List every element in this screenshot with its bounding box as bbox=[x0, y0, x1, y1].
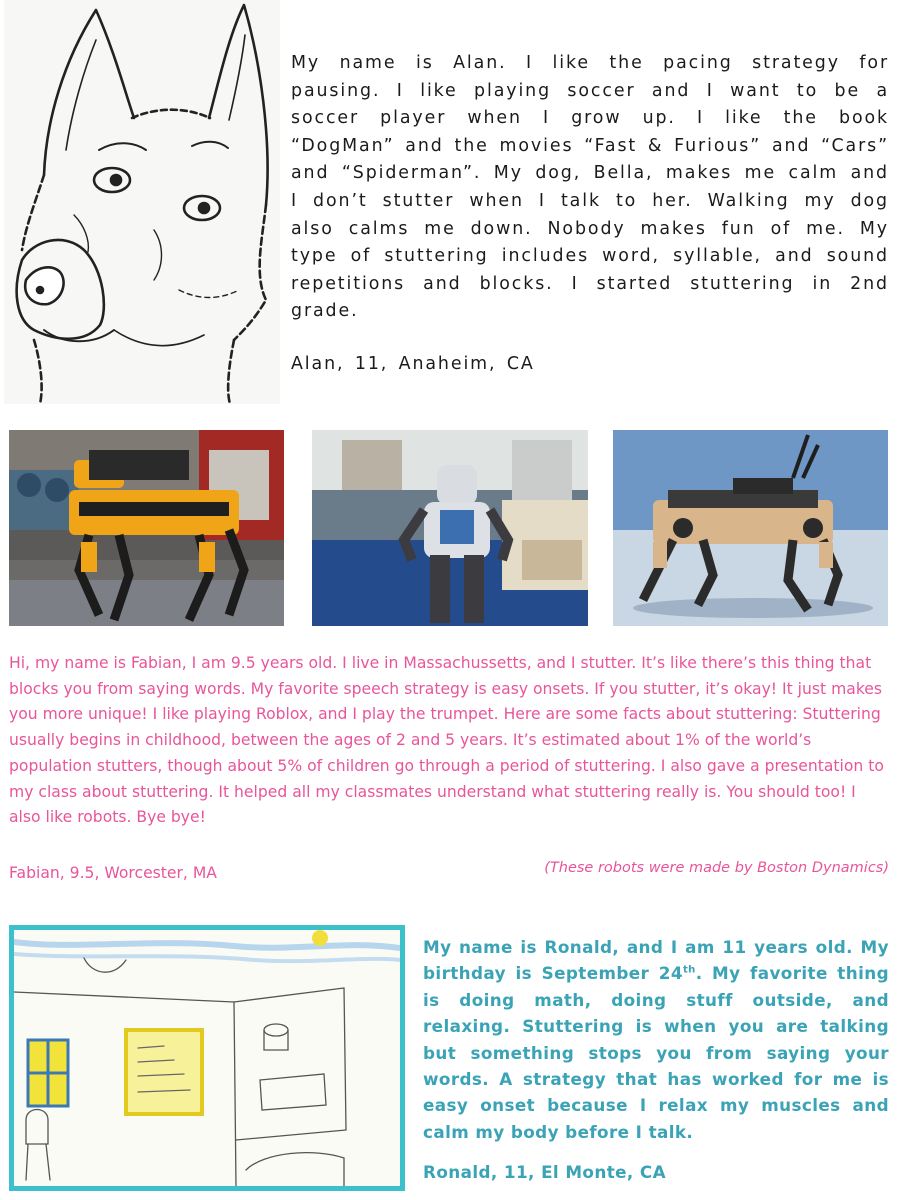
humanoid-robot-photo bbox=[312, 430, 588, 626]
ronald-ordinal-suffix: th bbox=[682, 964, 696, 976]
ronald-signature: Ronald, 11, El Monte, CA bbox=[423, 1162, 667, 1182]
alan-story: My name is Alan. I like the pacing strategy for pausing. I like playing soccer and I want to be a soccer player when I grow up. I like the book “DogMan” and the movies “Fast & Furious” and “Cars” and “Spiderman”. My dog, Bella, makes me calm and I don’t stutter when I talk to her. Walking my dog also calms me down. Nobody makes fun of me. My type of stuttering includes word, syllable, and sound repetitions and blocks. I started stuttering in 2nd grade. bbox=[291, 53, 889, 322]
ronald-story bbox=[423, 934, 889, 1145]
alan-signature: Alan, 11, Anaheim, CA bbox=[291, 354, 535, 374]
ronald-story-part2: . My favorite thing is doing math, doing stuff outside, and relaxing. Stuttering is when you are talking but something stops you from saying your words. A strategy that has worked for me is easy onset because I relax my muscles and calm my body before I talk. bbox=[423, 963, 889, 1142]
fabian-story: Hi, my name is Fabian, I am 9.5 years old. I live in Massachussetts, and I stutter. It’s like there’s this thing that blocks you from saying words. My favorite speech strategy is easy onsets. If you stutter, it’s okay! It just makes you more unique! I like playing Roblox, and I play the trumpet. Here are some facts about stuttering: Stuttering usually begins in childhood, between the ages of 2 and 5 years. It’s estimated about 1% of the world’s population stutters, though about 5% of children go through a period of stuttering. I also gave a presentation to my class about stuttering. It helped all my classmates understand what stuttering really is. You should too! I also like robots. Bye bye! bbox=[9, 654, 884, 827]
fabian-signature: Fabian, 9.5, Worcester, MA bbox=[9, 864, 217, 882]
tan-robot-dog-photo bbox=[613, 430, 888, 626]
ronald-drawing bbox=[9, 925, 405, 1191]
ronald-story-part1: My name is Ronald, and I am 11 years old. My birthday is September 24 bbox=[423, 937, 889, 984]
yellow-robot-dog-photo bbox=[9, 430, 284, 626]
dog-drawing bbox=[4, 0, 280, 404]
robot-photo-credit: (These robots were made by Boston Dynamics) bbox=[544, 860, 889, 876]
